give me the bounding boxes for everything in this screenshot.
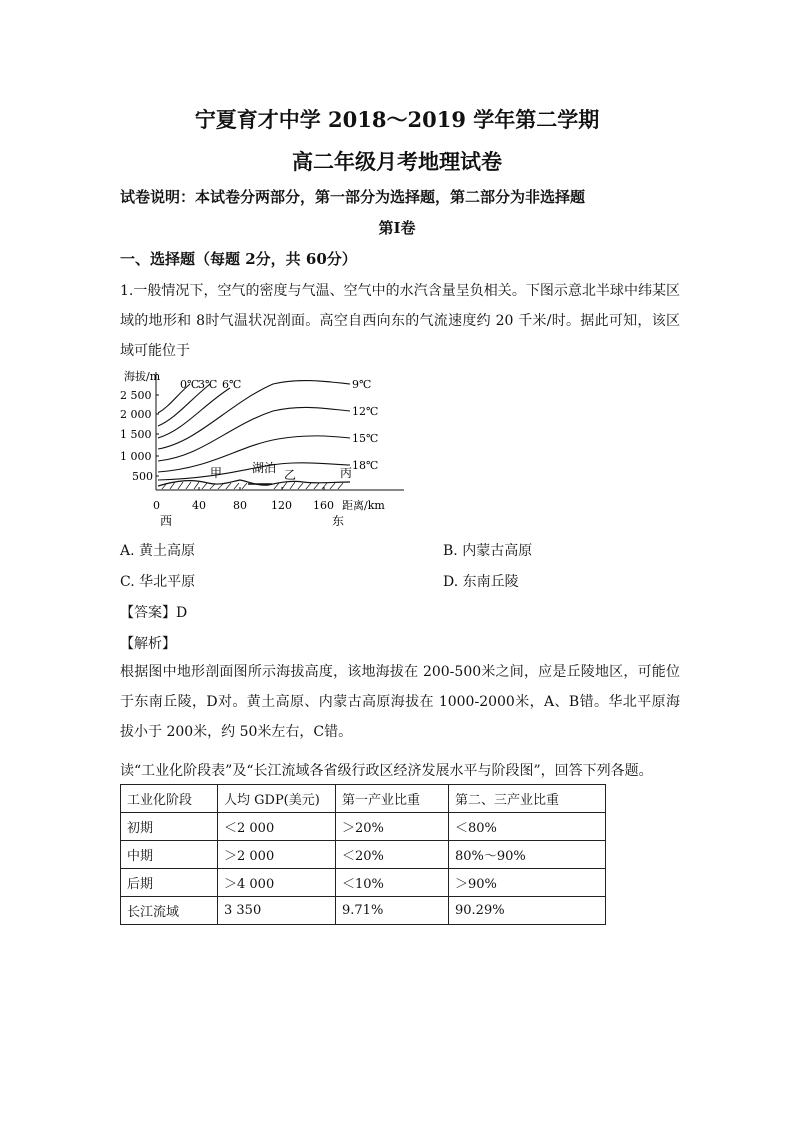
x-axis-label: 距离/km (342, 499, 385, 512)
x-tick-label: 40 (192, 499, 206, 512)
exam-title: 宁夏育才中学 2018～2019 学年第二学期 (194, 107, 600, 132)
option-b: B. 内蒙古高原 (443, 543, 533, 559)
isotherm-label: 3℃ (198, 378, 218, 391)
table-header-cell: 第二、三产业比重 (449, 785, 606, 813)
table-cell: 90.29% (449, 897, 606, 925)
isotherm-label: 9℃ (352, 378, 372, 391)
x-tick-label: 120 (271, 499, 292, 512)
table-cell: ＞90% (449, 869, 606, 897)
terrain-temperature-profile-figure (118, 366, 408, 531)
place-label-bing: 丙 (340, 466, 353, 480)
table-cell: ＞4 000 (218, 869, 336, 897)
question-1-stem: 1.一般情况下，空气的密度与气温、空气中的水汽含量呈负相关。下图示意北半球中纬某区域的地形和 8时气温状况剖面。高空自西向东的气流速度约 20 千米/时。据此可知，该区域可能位于 (120, 283, 680, 359)
isotherm-label: 15℃ (352, 432, 379, 445)
option-c: C. 华北平原 (120, 574, 196, 590)
east-label: 东 (332, 514, 345, 528)
table-cell: 中期 (121, 841, 218, 869)
isotherm-label: 18℃ (352, 459, 379, 472)
y-tick-label: 1 000 (120, 450, 152, 463)
table-cell: ＞2 000 (218, 841, 336, 869)
y-axis-label: 海拔/m (124, 370, 161, 383)
place-label-lake: 湖泊 (252, 461, 277, 475)
x-tick-label: 80 (233, 499, 247, 512)
option-a: A. 黄土高原 (120, 543, 196, 559)
industrialization-stage-table (120, 784, 606, 925)
part-label: 第Ⅰ卷 (378, 219, 416, 237)
table-header-row (121, 785, 606, 813)
place-label-yi: 乙 (284, 468, 297, 482)
x-tick-label: 160 (313, 499, 334, 512)
table-cell: 80%～90% (449, 841, 606, 869)
option-d: D. 东南丘陵 (443, 574, 519, 590)
table-cell: 9.71% (336, 897, 449, 925)
isotherm-label: 6℃ (222, 378, 242, 391)
table-cell: ＞20% (336, 813, 449, 841)
y-tick-label: 500 (132, 470, 153, 483)
isotherm-label: 12℃ (352, 405, 379, 418)
analysis-tag: 【解析】 (120, 636, 176, 652)
table-cell: 后期 (121, 869, 218, 897)
table-header-cell: 人均 GDP(美元) (218, 785, 336, 813)
exam-instructions: 试卷说明：本试卷分两部分，第一部分为选择题，第二部分为非选择题 (120, 188, 586, 206)
table-cell: ＜10% (336, 869, 449, 897)
table-cell: ＜20% (336, 841, 449, 869)
terrain-profile (158, 480, 350, 486)
reading-prompt: 读“工业化阶段表”及“长江流域各省级行政区经济发展水平与阶段图”，回答下列各题。 (120, 763, 653, 779)
table-cell: 3 350 (218, 897, 336, 925)
answer-tag: 【答案】D (120, 605, 188, 621)
table-cell: ＜2 000 (218, 813, 336, 841)
isotherm-6c-line (158, 388, 230, 438)
y-tick-label: 2 000 (120, 408, 152, 421)
y-tick-label: 2 500 (120, 389, 152, 402)
west-label: 西 (160, 514, 173, 528)
exam-subtitle: 高二年级月考地理试卷 (292, 149, 502, 174)
table-row (121, 869, 606, 897)
isotherm-label: 0℃ (180, 378, 200, 391)
isotherm-12c-line (158, 407, 350, 461)
place-label-jia: 甲 (210, 466, 223, 480)
section-heading: 一、选择题（每题 2分，共 60分） (120, 250, 357, 268)
table-cell: 初期 (121, 813, 218, 841)
table-header-cell: 第一产业比重 (336, 785, 449, 813)
analysis-text: 根据图中地形剖面图所示海拔高度，该地海拔在 200-500米之间，应是丘陵地区，可能位于东南丘陵，D对。黄土高原、内蒙古高原海拔在 1000-2000米，A、B错。华北平原海拔小于 200米，约 50米左右，C错。 (120, 664, 680, 740)
x-tick-label: 0 (153, 499, 160, 512)
y-tick-label: 1 500 (120, 428, 152, 441)
table-row (121, 841, 606, 869)
table-cell: ＜80% (449, 813, 606, 841)
table-cell: 长江流域 (121, 897, 218, 925)
table-row (121, 813, 606, 841)
table-row (121, 897, 606, 925)
table-header-cell: 工业化阶段 (121, 785, 218, 813)
